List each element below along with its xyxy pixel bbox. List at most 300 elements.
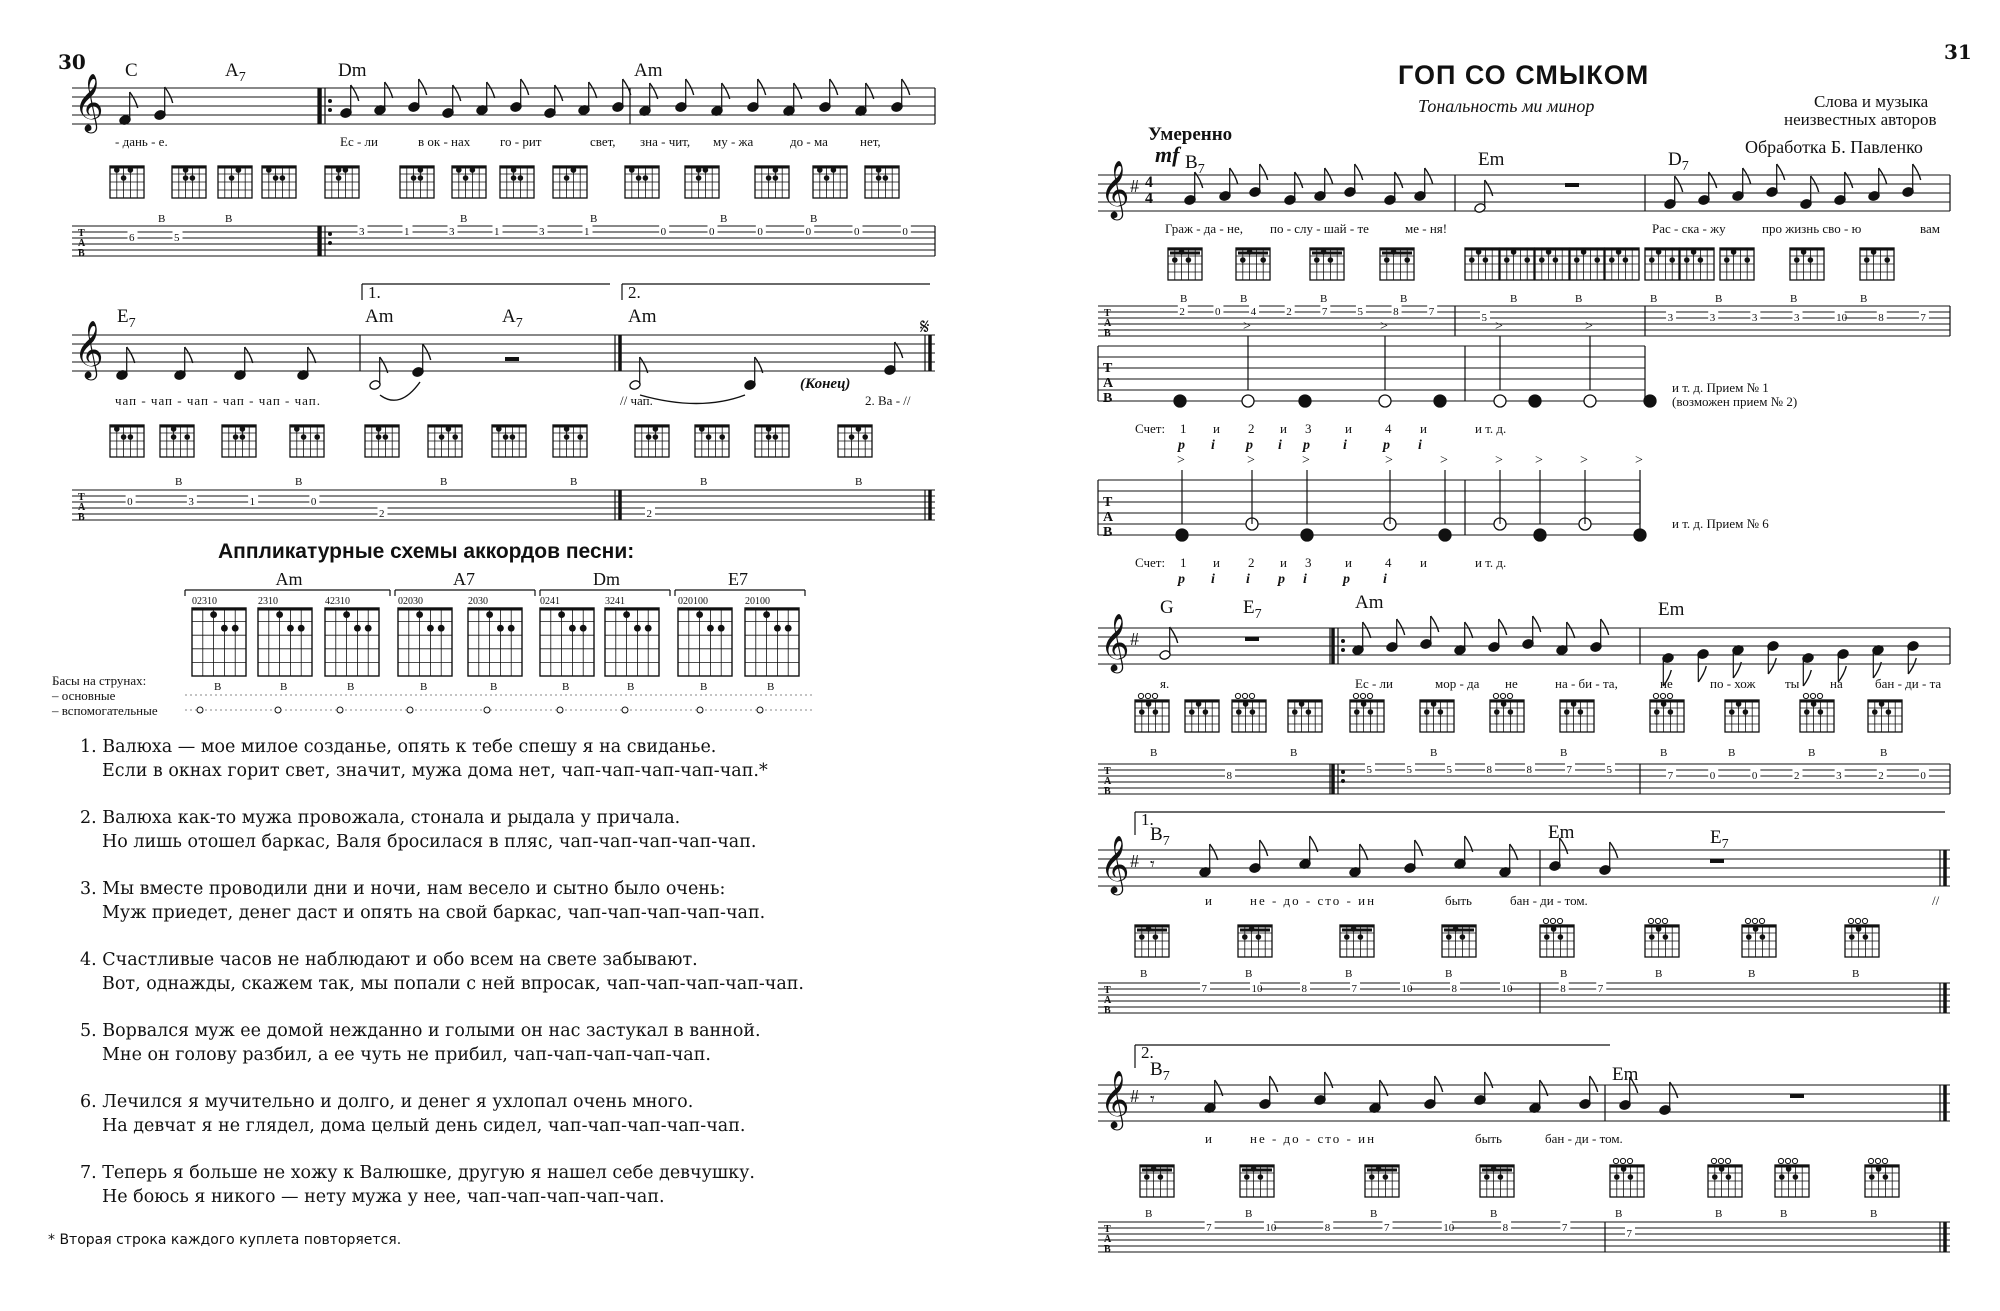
bass-label-main: – основные [52, 688, 116, 703]
chord-diagram-dot [1446, 934, 1452, 940]
volta-1-label: 1. [1141, 810, 1154, 829]
tab-number: 5 [1357, 306, 1363, 318]
open-string-circle-icon-open [1353, 693, 1358, 698]
chord-diagram-dot [1438, 709, 1444, 715]
chord-diagram-dot [1314, 257, 1320, 263]
lyric-syllable: нет, [860, 134, 881, 149]
bass-string-label: В [1870, 1208, 1878, 1220]
open-string-circle-icon-open [1810, 693, 1815, 698]
chord-diagram-dot [1186, 257, 1192, 263]
fingering-dot [210, 611, 217, 618]
chord-diagram-dot [301, 434, 307, 440]
fingering-dot [232, 625, 239, 632]
technique-note [1176, 529, 1188, 541]
right-note-flag [1709, 172, 1717, 188]
chord-diagram-dot [1158, 1174, 1164, 1180]
bass-string-label: В [1660, 747, 1668, 759]
bass-string-label: В [1575, 293, 1583, 305]
lyric-syllable: не - до - сто - ин [1250, 1131, 1377, 1146]
bass-string-label: В [295, 476, 303, 488]
lyric-syllable: по - хож [1710, 676, 1756, 691]
open-string-circle-icon-open [1655, 918, 1660, 923]
chord-diagram-dot [766, 434, 772, 440]
count-label: и [1213, 555, 1220, 570]
chord-diagram-dot [1404, 257, 1410, 263]
tab-number: 10 [1501, 983, 1513, 995]
verses [80, 735, 980, 1209]
time-sig: 4 [1145, 174, 1153, 191]
chord-diagram-dot [1649, 934, 1655, 940]
chord-diagram-dot [1564, 709, 1570, 715]
chord-diagram-dot [121, 434, 127, 440]
chord-diagram-dot [1811, 701, 1817, 707]
chord-diagram-dot [383, 434, 389, 440]
left-sys2-tab-tab-label: B [78, 512, 85, 523]
open-string-circle-icon-open [1648, 918, 1653, 923]
right-note-flag [1698, 666, 1706, 682]
lyric-syllable: Ес - ли [340, 134, 378, 149]
finger-label: p [1343, 572, 1350, 587]
lyric-syllable: я. [1160, 676, 1170, 691]
accent-mark: > [1585, 319, 1593, 334]
chord-diagram-dot [1476, 249, 1482, 255]
technique-note [1301, 529, 1313, 541]
lyric-syllable: не [1505, 676, 1518, 691]
bass-string-label: В [627, 681, 635, 693]
fingering-dot [623, 611, 630, 618]
technique-note [1584, 395, 1596, 407]
left-sys1-tab-tab-label: A [78, 238, 86, 249]
chord-diagram-dot [643, 175, 649, 181]
fingering-code: 02310 [192, 596, 217, 607]
count-label: и т. д. [1475, 555, 1507, 570]
chord-diagram-dot [1460, 934, 1466, 940]
open-string-circle-icon-open [1660, 693, 1665, 698]
chord-diagram-dot [1724, 257, 1730, 263]
bass-string-label: В [1510, 293, 1518, 305]
time-sig: 4 [1145, 190, 1153, 207]
bass-string-circle-icon [622, 707, 628, 713]
right-note-flag [1360, 844, 1368, 860]
chord-diagram-dot [1753, 926, 1759, 932]
fingering-diagram [192, 608, 246, 676]
bass-string-label: В [1445, 968, 1453, 980]
chord-diagram-dot [1719, 1166, 1725, 1172]
chord-diagram-dot [470, 167, 476, 173]
finger-label: i [1418, 438, 1422, 453]
count-label: 2 [1248, 421, 1255, 436]
chord-diagram-dot [696, 167, 702, 173]
chord-diagram-dot [564, 175, 570, 181]
right-note-flag [1260, 164, 1268, 180]
bass-string-label: В [158, 213, 166, 225]
chord-symbol: $E_7$ [1243, 597, 1262, 622]
chord-diagram-dot [1726, 1174, 1732, 1180]
lyric-syllable: и [1205, 893, 1212, 908]
count-label: и [1280, 555, 1287, 570]
chord-diagram-dot [876, 167, 882, 173]
chord-diagram-dot [1146, 701, 1152, 707]
chord-diagram-dot [1328, 257, 1334, 263]
left-note-flag [589, 82, 597, 98]
bass-string-label: В [562, 681, 570, 693]
chord-diagram-dot [1884, 257, 1890, 263]
chord-diagram-dot [128, 434, 134, 440]
bass-string-label: В [1290, 747, 1298, 759]
chord-diagram-dot [564, 434, 570, 440]
right-note-flag [1533, 616, 1541, 632]
tab-number: 3 [1794, 312, 1800, 324]
chord-diagram-dot [236, 167, 242, 173]
right-note-flag [1590, 1076, 1598, 1092]
chord-diagram-dot [1501, 701, 1507, 707]
chord-diagram-dot [1306, 709, 1312, 715]
chord-diagram-dot [439, 434, 445, 440]
tab-number: 1 [494, 226, 500, 238]
tab-label: B [1103, 525, 1113, 540]
volta-2-label: 2. [628, 283, 641, 302]
volta-2-label: 2. [1141, 1043, 1154, 1062]
chord-diagram-dot [240, 426, 246, 432]
tie-curve [380, 382, 420, 400]
right-note-flag [1270, 1076, 1278, 1092]
chord-diagram-dot [233, 434, 239, 440]
bass-string-label: В [1370, 1208, 1378, 1220]
tab-label: A [1103, 376, 1114, 391]
tab-number: 4 [1250, 306, 1257, 318]
rest-icon [1710, 859, 1724, 863]
finger-label: p [1383, 438, 1390, 453]
chord-diagram-dot [1628, 1174, 1634, 1180]
tab-number: 8 [1393, 306, 1399, 318]
right-note-flag [1485, 1072, 1493, 1088]
count-label: 1 [1180, 555, 1187, 570]
open-string-circle-icon-open [1725, 1158, 1730, 1163]
fingering-dot [497, 625, 504, 632]
lyric-syllable: бан - ди - том. [1510, 893, 1588, 908]
lyric-syllable: в ок - нах [418, 134, 471, 149]
open-string-circle-icon-open [1653, 693, 1658, 698]
chord-diagram-dot [336, 175, 342, 181]
chord-diagram-dot [1494, 709, 1500, 715]
chord-diagram-dot [1794, 257, 1800, 263]
chord-diagram-dot [456, 167, 462, 173]
chord-diagram-dot [699, 426, 705, 432]
tab-repeat-barline-dot [328, 241, 332, 245]
finger-label: p [1246, 438, 1253, 453]
fingering-code: 42310 [325, 596, 350, 607]
open-string-circle-icon-open [1152, 693, 1157, 698]
right-note-flag [1355, 164, 1363, 180]
right-note-flag [1670, 1082, 1678, 1098]
bass-string-label: В [1852, 968, 1860, 980]
fingering-diagram [540, 608, 594, 676]
open-string-circle-icon-open [1557, 918, 1562, 923]
right-sys3-tab-tab-label: T [1104, 985, 1111, 996]
tab-number: 7 [1626, 1228, 1632, 1240]
fingering-code: 020100 [678, 596, 708, 607]
tab-number: 0 [1214, 306, 1221, 318]
tab-number: 5 [1406, 764, 1412, 776]
right-sys1-tab-tab-label: B [1104, 328, 1111, 339]
right-note-flag [1397, 619, 1405, 635]
bass-string-circle-icon [337, 707, 343, 713]
tab-number: 0 [1709, 770, 1716, 782]
chord-symbol: $A_7$ [225, 60, 246, 85]
right-note-flag [1415, 840, 1423, 856]
fingering-diagram [468, 608, 522, 676]
tab-repeat-barline-dot [1341, 779, 1345, 783]
accent-mark: > [1247, 453, 1255, 468]
tab-number: 8 [1526, 764, 1532, 776]
chord-diagram-dot [510, 434, 516, 440]
chord-diagram-dot [190, 175, 196, 181]
left-note-flag [555, 85, 563, 101]
chord-diagram-dot [1546, 249, 1552, 255]
bass-string-label: В [1650, 293, 1658, 305]
tab-number: 7 [1206, 1222, 1212, 1234]
bass-string-label: В [1780, 1208, 1788, 1220]
chord-diagram-dot [1804, 709, 1810, 715]
fingering-dot [287, 625, 294, 632]
chord-symbol: Am [628, 306, 657, 327]
fingering-diagram [678, 608, 732, 676]
chord-diagram-dot [1883, 1174, 1889, 1180]
bass-string-label: В [1145, 1208, 1153, 1220]
chord-diagram-dot [629, 167, 635, 173]
bass-string-label: В [1430, 747, 1438, 759]
finger-label: i [1343, 438, 1347, 453]
chord-diagram-dot [1250, 709, 1256, 715]
chord-diagram-dot [1196, 701, 1202, 707]
tab-number: 0 [805, 226, 812, 238]
lyric-syllable: Граж - да - не, [1165, 221, 1243, 236]
chord-diagram-dot [1558, 934, 1564, 940]
tab-number: 10 [1265, 1222, 1277, 1234]
chord-diagram-dot [766, 426, 772, 432]
chord-diagram-dot [229, 175, 235, 181]
tab-number: 10 [1251, 983, 1263, 995]
chord-diagram-dot [183, 167, 189, 173]
tab-number: 8 [1486, 764, 1492, 776]
chord-symbol: Em [1548, 822, 1575, 843]
technique-note [1299, 395, 1311, 407]
rest-icon [505, 357, 519, 361]
lyric-syllable: и [1205, 1131, 1212, 1146]
tab-number: 7 [1667, 770, 1674, 782]
left-note-flag [165, 87, 173, 103]
fingering-code: 20100 [745, 596, 770, 607]
fingering-title: Аппликатурные схемы аккордов песни: [218, 540, 635, 563]
left-note-flag [686, 79, 694, 95]
bass-string-label: В [280, 681, 288, 693]
tab-number: 3 [1709, 312, 1716, 324]
tab-repeat-barline-dot [1341, 770, 1345, 774]
tab-number: 8 [1451, 983, 1457, 995]
chord-diagram-dot [496, 426, 502, 432]
chord-diagram-dot [240, 434, 246, 440]
chord-diagram-dot [1240, 257, 1246, 263]
tab-number: 3 [1836, 770, 1842, 782]
chord-diagram-dot [1498, 1174, 1504, 1180]
tab-number: 7 [1351, 983, 1357, 995]
chord-diagram-dot [1203, 709, 1209, 715]
fingering-dot [365, 625, 372, 632]
bass-string-label: В [767, 681, 775, 693]
tab-number: 0 [709, 226, 715, 238]
lyric-syllable: бан - ди - том. [1545, 1131, 1623, 1146]
lyric-syllable: быть [1445, 893, 1472, 908]
eighth-rest-icon: 𝄾 [1150, 854, 1155, 874]
count-label: 3 [1305, 555, 1312, 570]
chord-diagram-dot [1623, 257, 1629, 263]
bass-string-label: В [460, 213, 468, 225]
left-sys1-tab-tab-label: T [78, 228, 85, 239]
chord-symbol: Em [1658, 599, 1685, 620]
right-note-flag [1431, 616, 1439, 632]
right-note-flag [1395, 172, 1403, 188]
open-string-circle-icon-open [1235, 693, 1240, 698]
right-note-flag [1803, 670, 1811, 686]
tab-repeat-barline-dot [328, 232, 332, 236]
count-label: 3 [1305, 421, 1312, 436]
technique-note [1379, 395, 1391, 407]
right-note-flag [1210, 844, 1218, 860]
bass-string-label: В [1320, 293, 1328, 305]
chord-diagram-dot [1818, 709, 1824, 715]
tab-number: 0 [757, 226, 763, 238]
right-sys2-tab-tab-label: B [1104, 786, 1111, 797]
tab-number: 3 [449, 226, 455, 238]
open-string-circle-icon-open [1848, 918, 1853, 923]
lyric-syllable: Рас - ска - жу [1652, 221, 1726, 236]
fingering-dot [416, 611, 423, 618]
treble-clef-icon: 𝄞 [1100, 836, 1130, 892]
technique-note [1534, 529, 1546, 541]
open-string-circle-icon-open [1493, 693, 1498, 698]
bass-string-label: В [175, 476, 183, 488]
chord-diagram-dot [1698, 257, 1704, 263]
repeat-start-barline-dot [328, 99, 332, 103]
treble-clef-icon: 𝄞 [74, 74, 104, 130]
bass-string-circle-icon [484, 707, 490, 713]
open-string-circle-icon-open [1550, 918, 1555, 923]
bass-string-label: В [1240, 293, 1248, 305]
chord-diagram-dot [1243, 701, 1249, 707]
chord-diagram-dot [184, 434, 190, 440]
open-string-circle-icon-open [1145, 693, 1150, 698]
left-note-flag [830, 79, 838, 95]
finger-label: i [1246, 572, 1250, 587]
tab-number: 2 [1794, 770, 1800, 782]
left-sys1-tab-tab-label: B [78, 248, 85, 259]
bass-string-label: В [440, 476, 448, 488]
bass-string-circle-icon [557, 707, 563, 713]
open-string-circle-icon-open [1875, 1158, 1880, 1163]
bass-string-label: В [810, 213, 818, 225]
left-note-flag [308, 347, 316, 363]
chord-diagram-dot [1744, 257, 1750, 263]
tab-number: 2 [1878, 770, 1884, 782]
chord-diagram-dot [1729, 709, 1735, 715]
fingering-diagram [605, 608, 659, 676]
chord-symbol: Am [365, 306, 394, 327]
credits-line-1: Слова и музыка [1814, 92, 1929, 111]
tab-number: 0 [660, 226, 667, 238]
chord-diagram-dot [1808, 257, 1814, 263]
chord-diagram-dot [1299, 701, 1305, 707]
chord-diagram-dot [1849, 934, 1855, 940]
bass-string-circle-icon [197, 707, 203, 713]
lyric-syllable: чап - чап - чап - чап - чап - чап. [115, 393, 321, 408]
accent-mark: > [1535, 453, 1543, 468]
chord-diagram-dot [1539, 257, 1545, 263]
lyric-syllable: Ес - ли [1355, 676, 1393, 691]
fingering-dot [558, 611, 565, 618]
key-sharp: # [1130, 629, 1139, 649]
left-note-flag [521, 79, 529, 95]
open-string-circle-icon-open [1138, 693, 1143, 698]
tab-number: 7 [1321, 306, 1328, 318]
chord-diagram-dot [1361, 701, 1367, 707]
verse-5: 5. Ворвался муж ее домой нежданно и голыми он нас застукал в ванной. Мне он голову разбил, а ее чуть не прибил, чап-чап-чап-чап-чап. [80, 1021, 761, 1065]
accent-mark: > [1495, 453, 1503, 468]
bass-string-label: В [1728, 747, 1736, 759]
repeat-start-barline-dot [1341, 639, 1345, 643]
chord-diagram-dot [1358, 934, 1364, 940]
rest-icon [1790, 1094, 1804, 1098]
bass-label-title: Басы на струнах: [52, 673, 147, 688]
chord-diagram-dot [1368, 709, 1374, 715]
chord-diagram-dot [1594, 257, 1600, 263]
right-note-flag [1845, 172, 1853, 188]
finger-label: p [1178, 438, 1185, 453]
finger-label: i [1211, 438, 1215, 453]
chord-diagram-dot [773, 434, 779, 440]
end-marking: (Конец) [800, 376, 851, 392]
tab-number: 7 [1566, 764, 1572, 776]
chord-diagram-dot [1383, 1174, 1389, 1180]
chord-diagram-dot [1786, 1166, 1792, 1172]
tab-number: 0 [854, 226, 860, 238]
page-number-left: 30 [58, 50, 86, 74]
open-string-circle-icon-open [1242, 693, 1247, 698]
chord-diagram-dot [1384, 257, 1390, 263]
technique-note [1634, 529, 1646, 541]
chord-diagram-dot [1189, 709, 1195, 715]
chord-diagram-dot [1872, 709, 1878, 715]
open-string-circle-icon-open [1752, 918, 1757, 923]
chord-symbol: Am [634, 60, 663, 81]
open-string-circle-icon-open [1792, 1158, 1797, 1163]
open-string-circle-icon-open [1662, 918, 1667, 923]
fingering-dot [298, 625, 305, 632]
verse-7: 7. Теперь я больше не хожу к Валюшке, другую я нашел себе девчушку. Не боюсь я никого — нету мужа у нее, чап-чап-чап-чап-чап. [80, 1163, 755, 1207]
verse-3: 3. Мы вместе проводили дни и ночи, нам весело и сытно было очень: Муж приедет, денег даст и опять на свой баркас, чап-чап-чап-чап-чап. [80, 879, 766, 923]
bass-string-label: В [590, 213, 598, 225]
credits-line-3: Обработка Б. Павленко [1745, 137, 1923, 157]
chord-diagram-dot [1654, 709, 1660, 715]
bass-string-circle-icon [407, 707, 413, 713]
chord-diagram-dot [1504, 257, 1510, 263]
chord-diagram-dot [1139, 934, 1145, 940]
count-label: Счет: [1135, 421, 1166, 436]
technique-note [1242, 395, 1254, 407]
bass-string-label: В [490, 681, 498, 693]
chord-diagram-dot [696, 175, 702, 181]
bass-string-label: В [1180, 293, 1188, 305]
tab-number: 1 [249, 496, 256, 508]
